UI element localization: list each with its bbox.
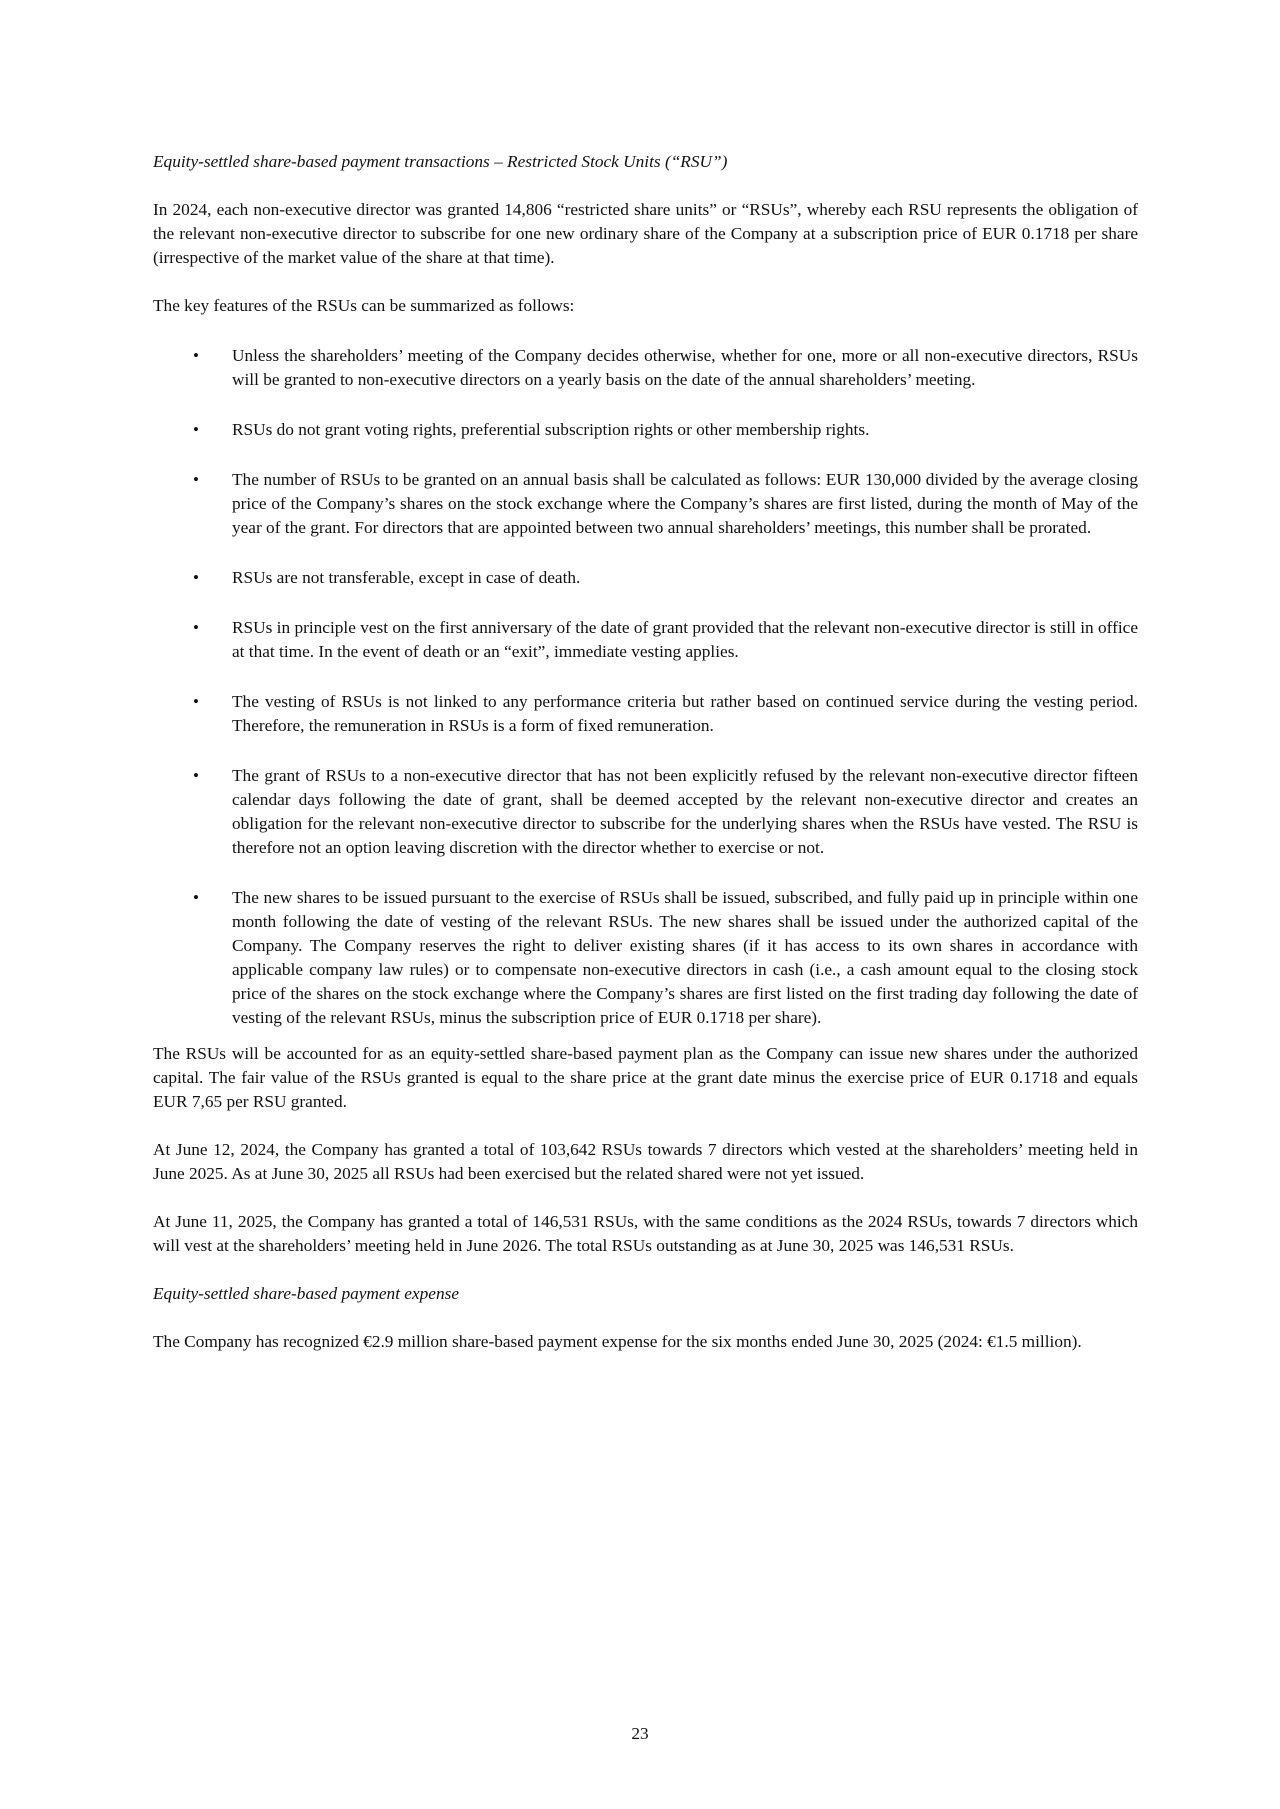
list-item-text: The new shares to be issued pursuant to the exercise of RSUs shall be issued, subscribed, and fully paid up in principle within one month following the date of vesting of the relevant RSUs. The new shares shall be issued under the authorized capital of the Company. The Company reserves the right to deliver existing shares (if it has access to its own shares in accordance with applicable company law rules) or to compensate non-executive directors in cash (i.e., a cash amount equal to the closing stock price of the shares on the stock exchange where the Company’s shares are first listed on the first trading day following the date of vesting of the relevant RSUs, minus the subscription price of EUR 0.1718 per share). bbox=[232, 888, 1138, 1027]
list-item bbox=[153, 566, 1138, 590]
rsu-intro-paragraph: In 2024, each non-executive director was granted 14,806 “restricted share units” or “RSUs”, whereby each RSU represents the obligation of the relevant non-executive director to subscribe for one new ordinary share of the Company at a subscription price of EUR 0.1718 per share (irrespective of the market value of the share at that time). bbox=[153, 200, 1138, 267]
list-item bbox=[153, 616, 1138, 664]
accounting-paragraph: The RSUs will be accounted for as an equity-settled share-based payment plan as the Company can issue new shares under the authorized capital. The fair value of the RSUs granted is equal to the share price at the grant date minus the exercise price of EUR 0.1718 and equals EUR 7,65 per RSU granted. bbox=[153, 1044, 1138, 1111]
list-item bbox=[153, 690, 1138, 738]
document-page bbox=[153, 150, 1138, 1378]
bullet-icon: • bbox=[193, 470, 199, 489]
list-item-text: RSUs do not grant voting rights, preferential subscription rights or other membership rights. bbox=[232, 420, 870, 439]
list-item-text: Unless the shareholders’ meeting of the Company decides otherwise, whether for one, more or all non-executive directors, RSUs will be granted to non-executive directors on a yearly basis on the date of the annual shareholders’ meeting. bbox=[232, 346, 1138, 389]
list-item bbox=[153, 344, 1138, 392]
key-features-lead: The key features of the RSUs can be summarized as follows: bbox=[153, 296, 575, 315]
list-item bbox=[153, 886, 1138, 1030]
expense-paragraph: The Company has recognized €2.9 million share-based payment expense for the six months ended June 30, 2025 (2024: €1.5 million). bbox=[153, 1332, 1082, 1351]
grant-2024-paragraph: At June 12, 2024, the Company has granted a total of 103,642 RSUs towards 7 directors which vested at the shareholders’ meeting held in June 2025. As at June 30, 2025 all RSUs had been exercised but the related shared were not yet issued. bbox=[153, 1140, 1138, 1183]
bullet-icon: • bbox=[193, 888, 199, 907]
bullet-icon: • bbox=[193, 618, 199, 637]
list-item bbox=[153, 418, 1138, 442]
list-item-text: The vesting of RSUs is not linked to any performance criteria but rather based on continued service during the vesting period. Therefore, the remuneration in RSUs is a form of fixed remuneration. bbox=[232, 692, 1138, 735]
key-features-list bbox=[153, 344, 1138, 1030]
page-number: 23 bbox=[631, 1724, 649, 1743]
bullet-icon: • bbox=[193, 766, 199, 785]
list-item-text: RSUs in principle vest on the first anniversary of the date of grant provided that the relevant non-executive director is still in office at that time. In the event of death or an “exit”, immediate vesting applies. bbox=[232, 618, 1138, 661]
bullet-icon: • bbox=[193, 420, 199, 439]
bullet-icon: • bbox=[193, 568, 199, 587]
expense-section-heading: Equity-settled share-based payment expense bbox=[153, 1284, 459, 1303]
list-item-text: RSUs are not transferable, except in case of death. bbox=[232, 568, 581, 587]
list-item bbox=[153, 468, 1138, 540]
list-item-text: The grant of RSUs to a non-executive director that has not been explicitly refused by the relevant non-executive director fifteen calendar days following the date of grant, shall be deemed accepted by the relevant non-executive director and creates an obligation for the relevant non-executive director to subscribe for the underlying shares when the RSUs have vested. The RSU is therefore not an option leaving discretion with the director whether to exercise or not. bbox=[232, 766, 1138, 857]
bullet-icon: • bbox=[193, 346, 199, 365]
list-item-text: The number of RSUs to be granted on an annual basis shall be calculated as follows: EUR 130,000 divided by the average closing price of the Company’s shares on the stock exchange where the Company’s shares are first listed, during the month of May of the year of the grant. For directors that are appointed between two annual shareholders’ meetings, this number shall be prorated. bbox=[232, 470, 1138, 537]
grant-2025-paragraph: At June 11, 2025, the Company has granted a total of 146,531 RSUs, with the same conditions as the 2024 RSUs, towards 7 directors which will vest at the shareholders’ meeting held in June 2026. The total RSUs outstanding as at June 30, 2025 was 146,531 RSUs. bbox=[153, 1212, 1138, 1255]
list-item bbox=[153, 764, 1138, 860]
bullet-icon: • bbox=[193, 692, 199, 711]
rsu-section-heading: Equity-settled share-based payment transactions – Restricted Stock Units (“RSU”) bbox=[153, 152, 728, 171]
